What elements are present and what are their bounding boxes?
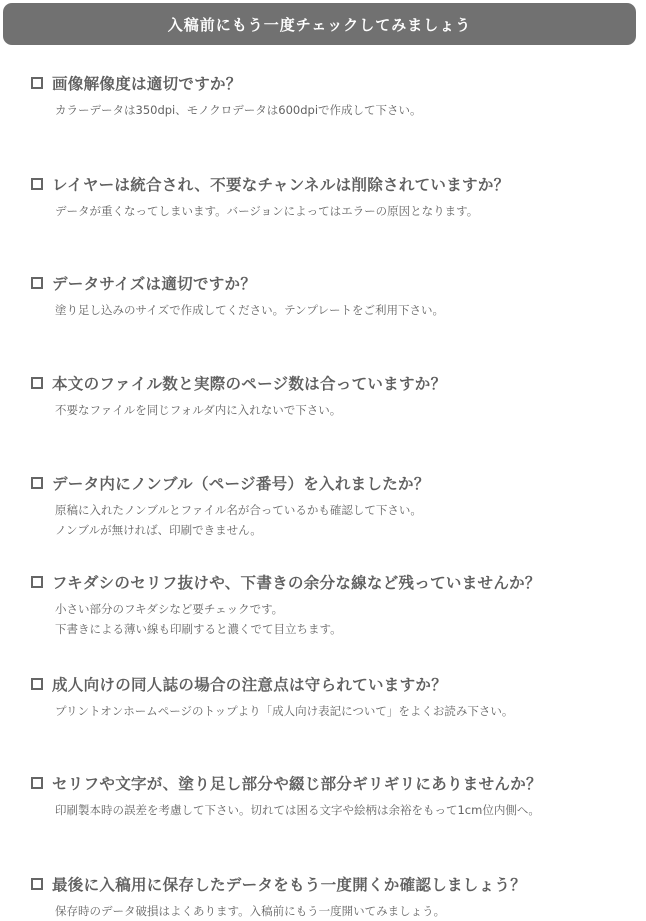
checkbox-icon[interactable] (31, 377, 43, 389)
item-heading (31, 673, 643, 695)
item-question: レイヤーは統合され、不要なチャンネルは削除されていますか？ (52, 176, 510, 194)
item-description (55, 201, 643, 221)
checklist-item (31, 673, 643, 721)
checklist-item (31, 873, 643, 921)
item-description (55, 599, 643, 639)
header-title: 入稿前にもう一度チェックしてみましょう (167, 15, 472, 34)
description-line: データが重くなってしまいます。バージョンによってはエラーの原因となります。 (55, 204, 479, 218)
description-line: カラーデータは350dpi、モノクロデータは600dpiで作成して下さい。 (55, 103, 422, 117)
item-heading (31, 372, 643, 394)
checklist-item (31, 571, 643, 639)
description-line: 原稿に入れたノンブルとファイル名が合っているかも確認して下さい。 (55, 503, 422, 517)
checkbox-icon[interactable] (31, 576, 43, 588)
item-heading (31, 472, 643, 494)
item-description (55, 800, 643, 820)
checkbox-icon[interactable] (31, 878, 43, 890)
description-line: 保存時のデータ破損はよくあります。入稿前にもう一度開いてみましょう。 (55, 904, 446, 918)
checklist-item (31, 372, 643, 420)
description-line: 印刷製本時の誤差を考慮して下さい。切れては困る文字や絵柄は余裕をもって1cm位内側へ。 (55, 803, 540, 817)
checkbox-icon[interactable] (31, 777, 43, 789)
item-question: データサイズは適切ですか？ (52, 275, 257, 293)
checklist-item (31, 173, 643, 221)
item-description (55, 300, 643, 320)
checkbox-icon[interactable] (31, 678, 43, 690)
item-heading (31, 72, 643, 94)
item-description (55, 500, 643, 540)
description-line: 不要なファイルを同じフォルダ内に入れないで下さい。 (55, 403, 342, 417)
item-heading (31, 571, 643, 593)
checkbox-icon[interactable] (31, 277, 43, 289)
description-line: 下書きによる薄い線も印刷すると濃くでて目立ちます。 (55, 622, 342, 636)
checklist-item (31, 72, 643, 120)
item-heading (31, 873, 643, 895)
checkbox-icon[interactable] (31, 77, 43, 89)
description-line: 小さい部分のフキダシなど要チェックです。 (55, 602, 284, 616)
checklist-item (31, 472, 643, 540)
item-question: 成人向けの同人誌の場合の注意点は守られていますか？ (52, 676, 448, 694)
description-line: プリントオンホームページのトップより「成人向け表記について」をよくお読み下さい。 (55, 704, 514, 718)
description-line: ノンブルが無ければ、印刷できません。 (55, 523, 262, 537)
item-question: フキダシのセリフ抜けや、下書きの余分な線など残っていませんか？ (52, 574, 541, 592)
description-line: 塗り足し込みのサイズで作成してください。テンプレートをご利用下さい。 (55, 303, 445, 317)
item-question: 本文のファイル数と実際のページ数は合っていますか？ (52, 375, 447, 393)
item-description (55, 400, 643, 420)
item-question: セリフや文字が、塗り足し部分や綴じ部分ギリギリにありませんか？ (52, 775, 542, 793)
item-question: データ内にノンブル（ページ番号）を入れましたか？ (52, 475, 430, 493)
item-heading (31, 173, 643, 195)
checklist-item (31, 772, 643, 820)
item-description (55, 901, 643, 921)
item-heading (31, 272, 643, 294)
item-description (55, 701, 643, 721)
item-description (55, 100, 643, 120)
item-question: 最後に入稿用に保存したデータをもう一度開くか確認しましょう？ (52, 876, 527, 894)
item-heading (31, 772, 643, 794)
checkbox-icon[interactable] (31, 477, 43, 489)
checklist-item (31, 272, 643, 320)
checkbox-icon[interactable] (31, 178, 43, 190)
item-question: 画像解像度は適切ですか？ (52, 75, 242, 93)
